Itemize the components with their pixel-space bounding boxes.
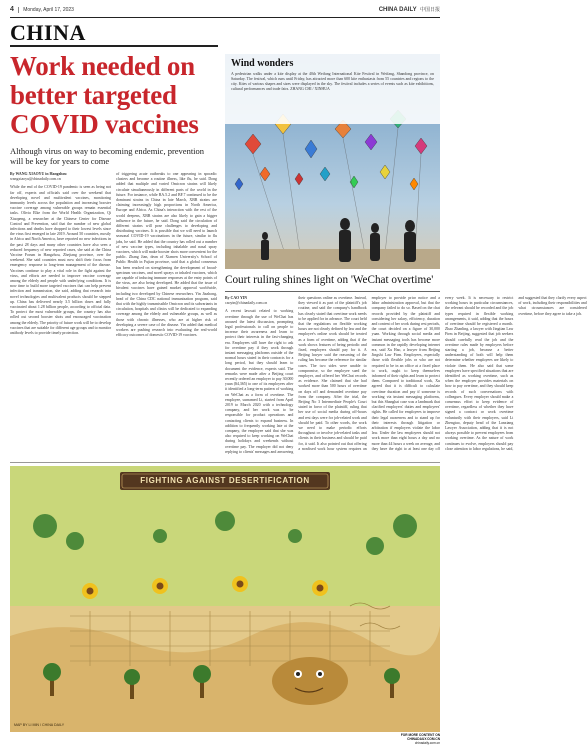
masthead-name: CHINA DAILY: [378, 7, 417, 13]
section-title: CHINA: [10, 20, 86, 45]
sand-monster: [272, 657, 348, 705]
lead-body-left: [10, 172, 111, 458]
lead-headline: Work needed on better targeted COVID vaccines: [10, 51, 199, 139]
lead-body-right: of triggering acute outbreaks to one appearing in sporadic clusters and become a routine illness, like flu, he said. Dong added that multiple and varied Omicron strains will likely circulate simultaneously in different parts of the world in the future. For instance, while BA.5.2 and BF.7 continued to be the dominant strains in China in late March, XBB strains are claiming increasingly high proportions in North America, Europe and Africa. As China's interaction with the rest of the world deepens, XBB strains are also likely to gain a bigger influence in the future, he said. Dong said the circulation of different strains will pose challenges to developing and distributing vaccines. It is possible that we will need to launch seasonal COVID-19 vaccinations in the future, similar to flu jabs, he said. He added that the country has rolled out a number of new vaccine types, including inhalable and nasal spray vaccines, which will make booster shots more convenient for the public. Zhang Jian, dean of Xiamen University's School of Public Health in Fujian province, said that a global consensus has been reached on strengthening the development of broad-spectrum vaccines, and novel sprays or inhaled vaccines, which are capable of inducing immune responses at the entry points of the virus, are also being developed. He added that the issue of bivalent vaccines have gained market approval worldwide, including two developed by Chinese researchers. Yin Jiazhong, head of the China CDC national immunization program, said that with the highly transmissible Omicron and its subvariants in circulation, hospitals and clinics will be dedicated to expanding coverage among the elderly and vulnerable groups, as well as those with chronic illnesses, who are at higher risk of developing a severe case of the disease. Yin added that medical workers are pushing research into evaluating the real-world efficacy outcomes of domestic COVID-19 vaccines.: [116, 172, 217, 338]
masthead-block: [379, 6, 440, 13]
footer-note: FOR MORE CONTENT ON CHINADAILY.COM.CN: [400, 733, 440, 741]
banner-title: FIGHTING AGAINST DESERTIFICATION: [140, 476, 310, 485]
banner-credit: MAP BY LI MIN / CHINA DAILY: [14, 723, 65, 727]
bottom-section-rule: [10, 462, 440, 463]
court-email: caoyin@chinadaily.com.cn: [225, 301, 268, 306]
issue-date: Monday, April 17, 2023: [23, 7, 74, 13]
lead-byline-email: wangxiaoyu@chinadaily.com.cn: [10, 177, 61, 182]
photo-caption: A pedestrian walks under a kite display at the 40th Weifang International Kite Festival in Weifang, Shandong province, on Saturday. The festival, which runs until Friday, has attracted more than 600 kite enthusiasts from 55 countries and regions to the city. Kites of various shapes and sizes were displayed in the sky. The festival includes a series of events such as kite exhibitions, cultural performances and trade fairs. ZHANG CHI / XINHUA: [231, 72, 434, 91]
lead-byline-name: By WANG XIAOYU in Hangzhou: [10, 172, 67, 176]
desertification-banner: [10, 466, 440, 732]
lead-body-text: While the end of the COVID-19 pandemic is seen as being not far off, experts and officials said over the weekend that developing novel and multivalent vaccines, monitoring immunity levels across the population and increasing booster vaccine coverage among vulnerable groups remain essential tasks. Olivia Elke from the World Health Organization, Qi Xiaopeng, a researcher at the Chinese Center for Disease Control and Prevention, said that the number of new global infections and deaths have dropped to their lowest levels since the virus first emerged in late 2019. Around 50 countries, mostly in Africa and North America, have reported no new infections in the past 28 days and many other countries have also seen a reduced frequency of new reported cases, she said at the China Vaccine Forum in Hangzhou, Zhejiang province, over the weekend. She said countries must now shift their focus from emergency response to long-term management of the disease. Vaccines continue to play a vital role in the fight against the virus, and efforts are needed to improve vaccine coverage among the elderly and people with underlying conditions. It is now time to build more targeted vaccines that can help prevent infection and transmission, she said, adding that research into novel technologies and multivalent products should be stepped up. China has delivered nearly 3.5 billion doses and fully vaccinated about 1.28 billion people, according to official data. To protect the most vulnerable groups, the country has also rolled out second booster shots and encouraged vaccination among the elderly. The priority of future work will be to develop vaccines that are suitable for different age groups and to monitor antibody levels to provide timely protection.: [10, 185, 111, 336]
desertification-illustration: [10, 466, 440, 732]
court-rule: [225, 291, 440, 292]
header-rule: [10, 17, 440, 18]
lead-subhead: Although virus on way to becoming endemic, prevention will be key for years to come: [10, 146, 205, 166]
masthead-cn: 中国日报: [419, 7, 440, 13]
court-headline: Court ruling shines light on 'WeChat overtime': [225, 274, 434, 286]
section-rule: [10, 45, 218, 47]
court-body: [225, 296, 587, 456]
photo-title: Wind wonders: [231, 58, 294, 69]
footer-box: [392, 733, 440, 745]
header-divider: [18, 7, 19, 13]
photo-feature: [225, 54, 440, 269]
page-header: [10, 6, 440, 16]
court-byline: By CAO YIN: [225, 296, 248, 300]
court-body-text: A recent lawsuit related to working overtime through the use of WeChat has aroused the latest discussion, prompting legal professionals to call on people to increase their awareness and learn to protect their interests in the fast-changing era. Employees still have the right to ask for overtime pay if they work through instant messaging platforms outside of the normal hours stated in their contracts for a long period, but they should learn to document the evidence, experts said. The remarks were made after a Beijing court recently ordered an employer to pay 30,000 yuan ($4,365) to one of its employees after it identified a long-term pattern of working on WeChat as a form of overtime. The employee, surnamed Li, started from April 2019 to March 2020 with a technology company, and her work was to be responsible for product operations and contacting clients to expand business. In addition to frequently working late at the company, the employee said that she was also required to keep working on WeChat during holidays and weekends without overtime pay. The employer did not deny replying to clients' messages and answering their questions online as overtime. Instead, they viewed it as part of the plaintiff's job routine, and said the company's handbook has clearly stated that overtime work needs to be applied for in advance. The court held that the regulations on flexible working hours are not clearly defined by law and the employee's online work should be treated as a form of overtime, adding that if the work shows features of being periodic and fixed, employers should pay for it. A Beijing lawyer said the reasoning of the ruling has become the reference for similar cases. The two sides were unable to compromise, so the employee sued the employer, and offered her WeChat records as evidence. She claimed that she had worked more than 500 hours of overtime on days off and demanded overtime pay from the company. After the trial, the Beijing No 3 Intermediate People's Court stated in favor of the plaintiff, ruling that her use of social media during off-hours and rest days were for job-related work and should be paid. To other words, the work we need to make periodic efforts throughout or involve job-related tasks and clients in their business and should be paid for, it said. It also pointed out that offering a nonfixed work hour system requires an employer to provide prior notice and a labor administration approval, but that the company failed to do so. Based on the chat records provided by the plaintiff and considering her salary, efficiency, duration and content of her work during rest periods, the court decided on a figure of 30,000 yuan. Working through social media and instant messaging tools has become more common in the rapidly developing internet era, said Xu Hao, a lawyer from Beijing Jingshi Law Firm. Employees, especially those with flexible jobs or who are not required to be in an office at a fixed place to work, ought to keep themselves informed of their rights and learn to protect them. Compared to traditional work, Xu agreed that it is difficult to calculate overtime duration and pay if someone is working via instant messaging platforms, but this Shanghai case was a landmark that clarified employers' duties and employees' rights. He called for employees to improve their legal awareness and to stand up for their interests through litigation or arbitration if employers violate the labor law. Under the law employees should not work more than eight hours a day and no more than 44 hours a week on average, and they have the right to at least one day off every week. It is necessary to restrict working hours in particular circumstances, the relevant should be recorded and the job types required in flexible working arrangements, it said, adding that the hours of overtime should be registered a month. Zhao Zhanling, a lawyer with Jingtian Law Firm in Beijing, suggested that job seekers should carefully read the job and the overtime rules made by employers before starting a job, because a better understanding of both will help them determine whether employees are likely to violate them. He also said that some employers have specified situations that are identified as working overtime, such as when the employer provides materials on how to pay overtime, and they should keep records of such conversations with colleagues. Every employer should make a consensus effort to keep evidence of overtime, regardless of whether they have signed a contract or work overtime voluntarily with their employers, said Li Zhengtao, deputy head of the Lanxiang Lawyer Association, adding that it is not always possible to prevent employees from working overtime. As the nature of work continues to evolve, employers should pay close attention to labor regulations, he said, and suggested that they clarify every aspect of work, including their responsibilities and what circumstances are considered overtime, before they agree to take a job.: [225, 296, 587, 454]
footer-url: chinadaily.com.cn: [414, 741, 440, 745]
page-number: 4: [10, 6, 14, 13]
